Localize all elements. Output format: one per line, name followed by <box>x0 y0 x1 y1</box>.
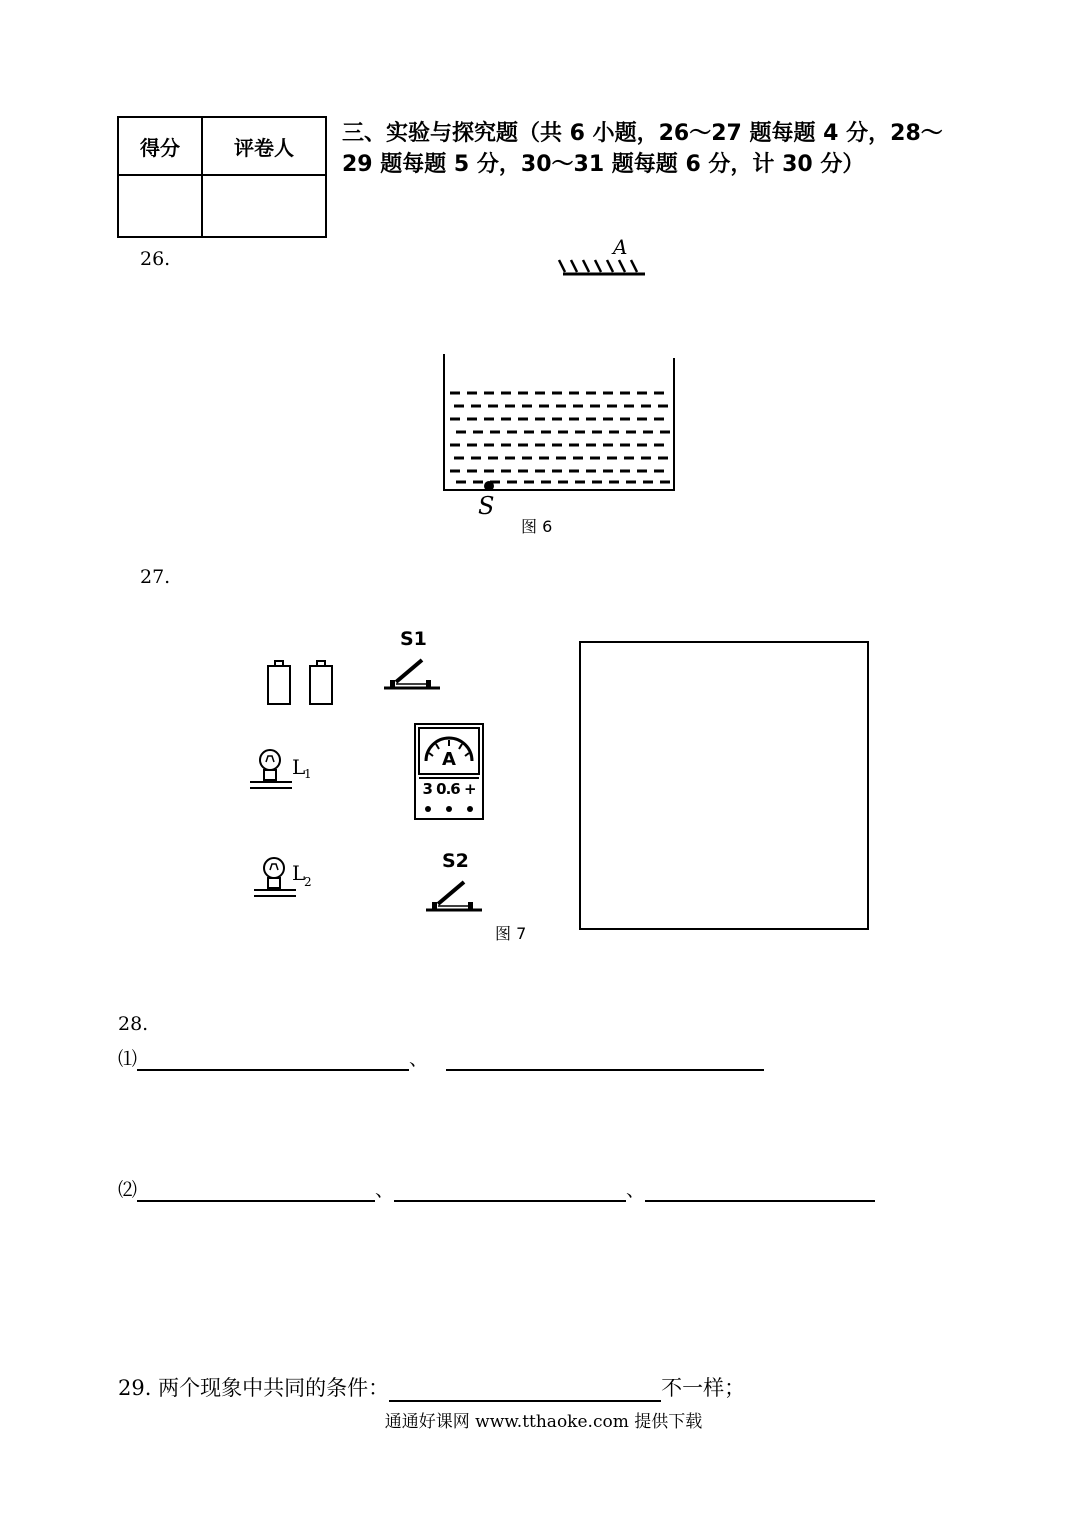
switch-s1-icon[interactable] <box>382 654 444 694</box>
circuit-drawing-box[interactable] <box>579 641 869 930</box>
q28-part2-label: ⑵ <box>118 1179 138 1201</box>
lamp-l1-label: L <box>292 755 306 779</box>
figure-7-caption: 图 7 <box>495 924 527 943</box>
q29-text-after: 不一样； <box>661 1376 746 1400</box>
ammeter-terminals: 3 0.6 + <box>422 780 476 798</box>
point-a-label: A <box>613 235 628 259</box>
q28-part2-blank-1[interactable] <box>137 1178 375 1202</box>
question-29-number: 29. <box>118 1376 152 1400</box>
q28-part1-separator: 、 <box>409 1048 429 1070</box>
section-title-line2: 29 题每题 5 分，30～31 题每题 6 分，计 30 分） <box>342 152 865 177</box>
lamp-l1-subscript: 1 <box>304 767 312 781</box>
ammeter-symbol: A <box>442 749 456 770</box>
q28-part2-blank-2[interactable] <box>394 1178 626 1202</box>
q28-part2-separator-1: 、 <box>375 1179 395 1201</box>
lamp-l2-subscript: 2 <box>304 875 312 889</box>
q29-blank[interactable] <box>389 1376 661 1402</box>
question-26-number: 26. <box>140 248 171 270</box>
q28-part2-row <box>118 1175 875 1202</box>
footer-text: 通通好课网 www.tthaoke.com 提供下载 <box>384 1412 703 1432</box>
switch-s2-icon[interactable] <box>424 876 486 916</box>
point-a-hatch-figure <box>555 234 655 284</box>
q28-part1-label: ⑴ <box>118 1048 138 1070</box>
q29-text-before: 两个现象中共同的条件： <box>158 1376 390 1400</box>
q28-part2-separator-2: 、 <box>626 1179 646 1201</box>
section-title-line1: 三、实验与探究题（共 6 小题，26～27 题每题 4 分，28～ <box>342 121 943 146</box>
q28-part2-blank-3[interactable] <box>645 1178 875 1202</box>
score-header: 得分 <box>118 117 202 175</box>
point-source-dot <box>484 481 494 491</box>
water-container-figure <box>436 348 686 523</box>
q28-part1-blank-1[interactable] <box>137 1047 409 1071</box>
switch-s2-label: S2 <box>442 850 469 872</box>
q28-part1-blank-2[interactable] <box>446 1047 764 1071</box>
source-label: S <box>478 492 495 520</box>
q28-part1-row <box>118 1044 764 1071</box>
lamp-l2-label: L <box>292 861 306 885</box>
section-title <box>342 118 982 180</box>
lamp-l2-icon <box>250 850 330 908</box>
grader-cell[interactable] <box>202 175 326 237</box>
battery-icon <box>262 656 342 710</box>
score-table <box>117 116 327 238</box>
score-cell[interactable] <box>118 175 202 237</box>
figure-6-caption: 图 6 <box>521 517 553 536</box>
question-28-number: 28. <box>118 1013 149 1035</box>
grader-header: 评卷人 <box>202 117 326 175</box>
ammeter-face <box>416 725 482 818</box>
q29-row <box>118 1372 745 1402</box>
ammeter[interactable] <box>414 723 484 820</box>
question-27-number: 27. <box>140 566 171 588</box>
lamp-l1-icon <box>246 740 326 798</box>
switch-s1-label: S1 <box>400 628 427 650</box>
